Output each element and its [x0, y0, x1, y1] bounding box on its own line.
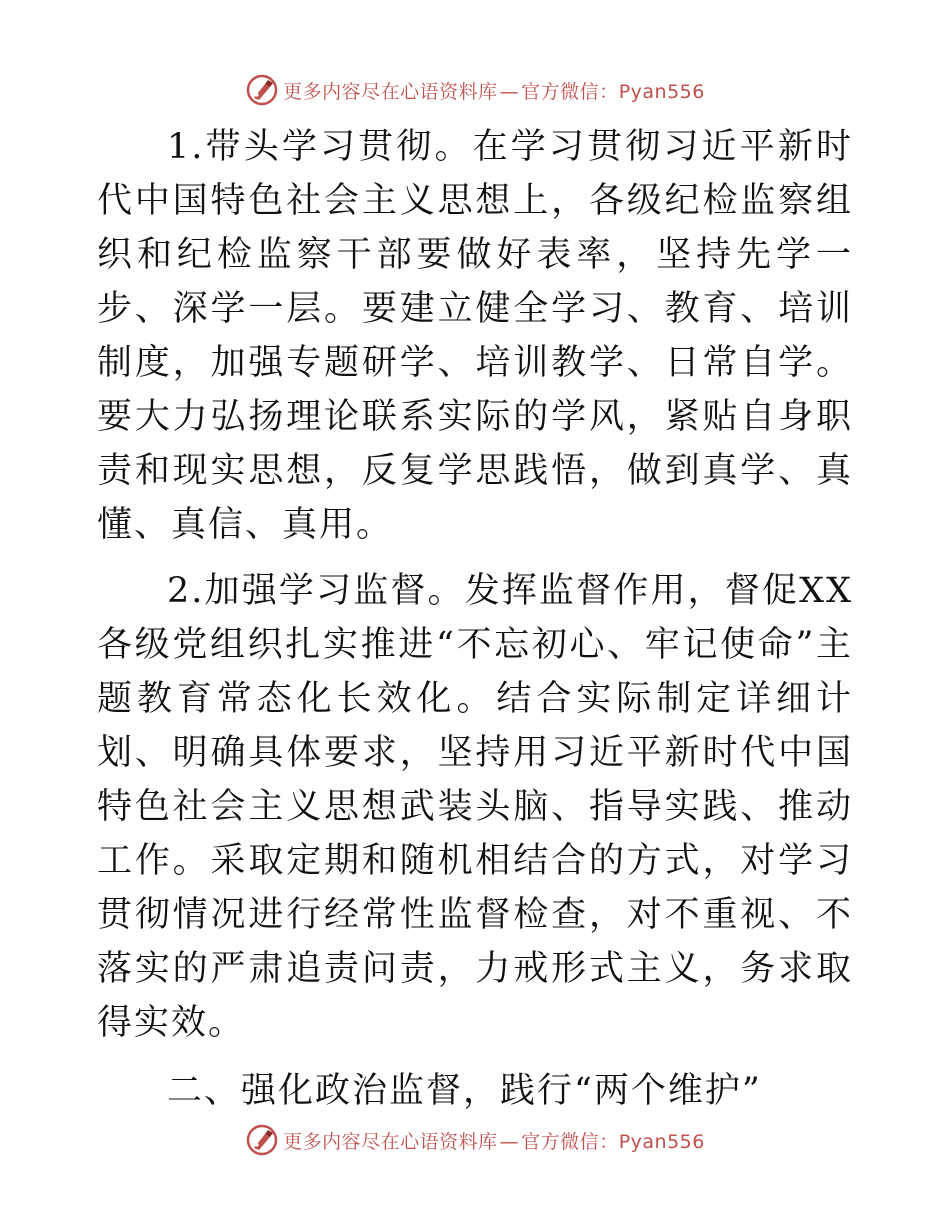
- watermark-separator: —: [499, 1130, 520, 1153]
- header-watermark: [0, 70, 950, 110]
- watermark-main-text: 更多内容尽在心语资料库: [283, 1130, 498, 1153]
- pen-nib-logo-icon: [245, 1123, 279, 1157]
- watermark-wechat-id: Pyan556: [618, 1130, 705, 1153]
- watermark-main-text: 更多内容尽在心语资料库: [283, 80, 498, 103]
- watermark-separator: —: [499, 80, 520, 103]
- paragraph-1: 1.带头学习贯彻。在学习贯彻习近平新时代中国特色社会主义思想上，各级纪检监察组织和纪检监察干部要做好表率，坚持先学一步、深学一层。要建立健全学习、教育、培训制度，加强专题研学、培训教学、日常自学。要大力弘扬理论联系实际的学风，紧贴自身职责和现实思想，反复学思践悟，做到真学、真懂、真信、真用。: [97, 127, 853, 545]
- watermark-wechat-id: Pyan556: [618, 80, 705, 103]
- pen-nib-logo-icon: [245, 73, 279, 107]
- document-body: [97, 120, 853, 1153]
- footer-watermark: [0, 1120, 950, 1160]
- watermark-official-label: 官方微信：: [521, 1130, 619, 1153]
- paragraph-2: 2.加强学习监督。发挥监督作用，督促XX各级党组织扎实推进“不忘初心、牢记使命”主题教育常态化长效化。结合实际制定详细计划、明确具体要求，坚持用习近平新时代中国特色社会主义思想武装头脑、指导实践、推动工作。采取定期和随机相结合的方式，对学习贯彻情况进行经常性监督检查，对不重视、不落实的严肃追责问责，力戒形式主义，务求取得实效。: [97, 571, 853, 1043]
- section-heading: 二、强化政治监督，践行“两个维护”: [167, 1071, 762, 1111]
- watermark-official-label: 官方微信：: [521, 80, 619, 103]
